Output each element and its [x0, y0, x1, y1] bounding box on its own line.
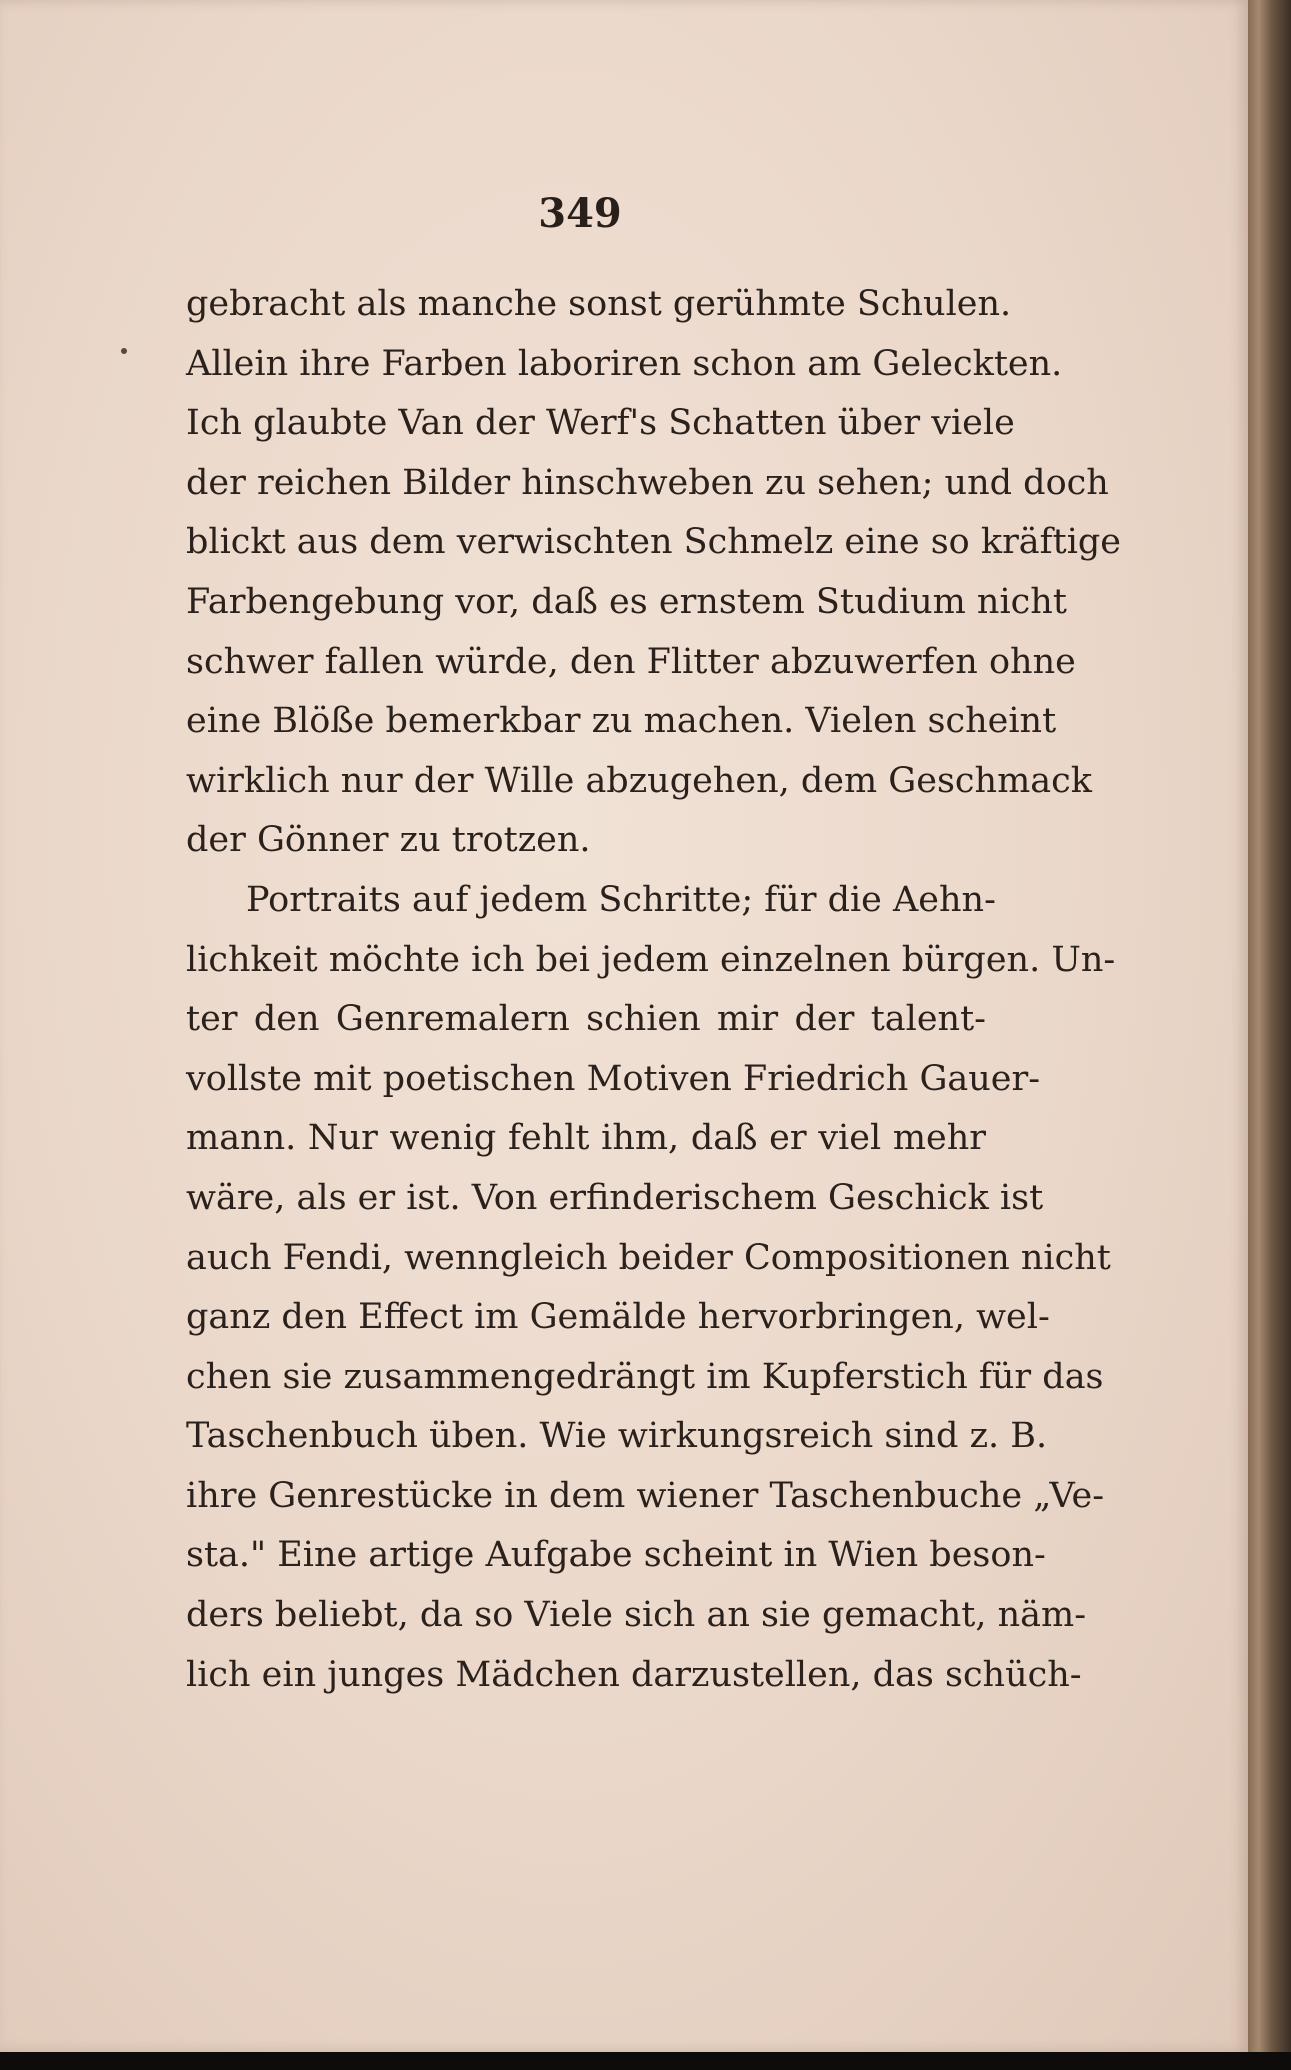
text-line: wirklich nur der Wille abzugehen, dem Geschmack — [186, 760, 1092, 801]
scan-background — [0, 2052, 1291, 2070]
text-line: der reichen Bilder hinschweben zu sehen; und doch — [186, 462, 1109, 503]
text-line: eine Blöße bemerkbar zu machen. Vielen scheint — [186, 701, 1057, 742]
text-line: Taschenbuch üben. Wie wirkungsreich sind z. B. — [186, 1416, 1048, 1457]
text-line: gebracht als manche sonst gerühmte Schulen. — [186, 284, 1012, 324]
text-line: ter den Genremalern schien mir der talent- — [186, 999, 986, 1040]
text-line: ihre Genrestücke in dem wiener Taschenbuche „Ve- — [186, 1475, 1105, 1516]
text-line: ders beliebt, da so Viele sich an sie gemacht, näm- — [186, 1595, 1087, 1636]
text-line: lich ein junges Mädchen darzustellen, das schüch- — [186, 1654, 1082, 1695]
text-line: Farbengebung vor, daß es ernstem Studium nicht — [186, 581, 1067, 622]
text-line: chen sie zusammengedrängt im Kupferstich für das — [186, 1356, 1104, 1397]
text-line: Allein ihre Farben laboriren schon am Geleckten. — [186, 343, 1063, 384]
text-line: blickt aus dem verwischten Schmelz eine so kräftige — [186, 522, 1122, 563]
text-line: ganz den Effect im Gemälde hervorbringen, wel- — [186, 1297, 1050, 1338]
book-page-edge — [1248, 0, 1291, 2052]
text-line: auch Fendi, wenngleich beider Compositionen nicht — [186, 1237, 1111, 1278]
body-text — [186, 275, 1122, 1705]
page-number: 349 — [538, 190, 622, 237]
text-line: der Gönner zu trotzen. — [186, 820, 591, 861]
text-line: schwer fallen würde, den Flitter abzuwerfen ohne — [186, 641, 1076, 682]
text-line: sta." Eine artige Aufgabe scheint in Wien beson- — [186, 1535, 1046, 1576]
text-line: Ich glaubte Van der Werf's Schatten über viele — [186, 403, 1015, 444]
text-line: vollste mit poetischen Motiven Friedrich Gauer- — [186, 1058, 1041, 1099]
text-line: mann. Nur wenig fehlt ihm, daß er viel mehr — [186, 1118, 986, 1159]
text-line: lichkeit möchte ich bei jedem einzelnen bürgen. Un- — [186, 939, 1116, 980]
margin-mark — [121, 348, 127, 354]
text-line: wäre, als er ist. Von erfinderischem Geschick ist — [186, 1177, 1044, 1218]
text-line: Portraits auf jedem Schritte; für die Aehn- — [246, 879, 996, 920]
